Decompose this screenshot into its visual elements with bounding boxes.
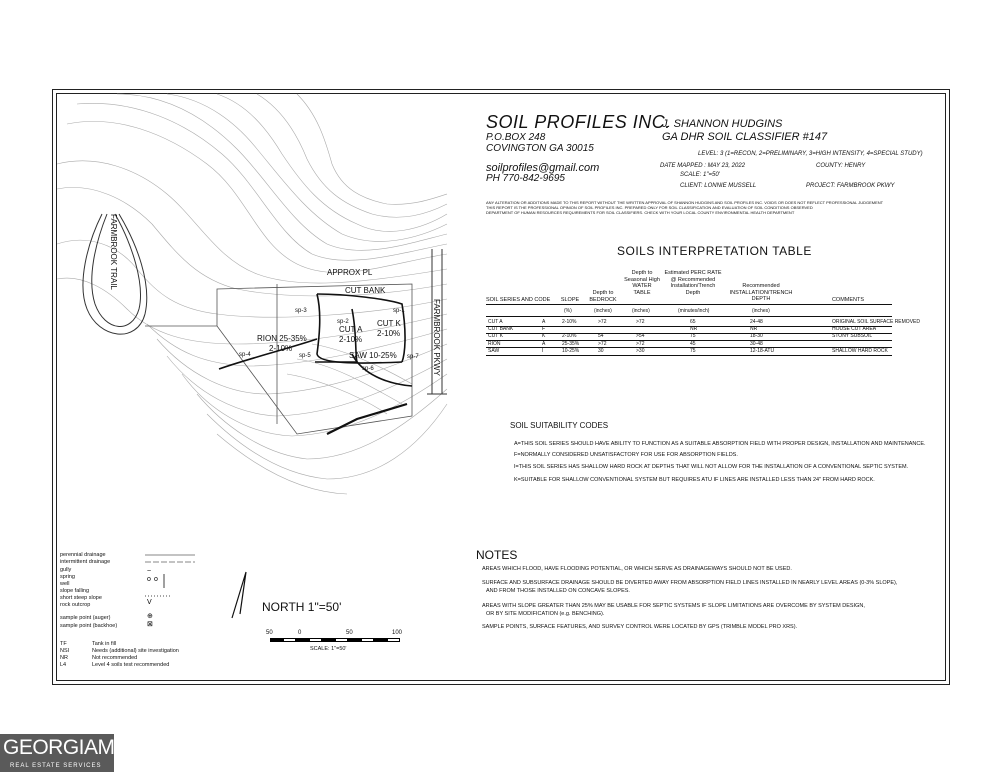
cell-perc: 75: [690, 333, 696, 340]
sample-point-2: sp-2: [337, 319, 349, 325]
cell-water: >30: [636, 347, 645, 354]
soils-table-title: SOILS INTERPRETATION TABLE: [617, 244, 812, 258]
svg-text:o: o: [147, 576, 151, 583]
legend-intermittent: intermittent drainage: [60, 559, 111, 565]
note-1: AREAS WHICH FLOOD, HAVE FLOODING POTENTIAL, OR WHICH SERVE AS DRAINAGEWAYS SHOULD NOT BE USED.: [482, 566, 792, 572]
classifier-name: J. SHANNON HUDGINS: [662, 118, 783, 130]
unit-saw-label: SAW 10-25%: [349, 351, 397, 360]
legend-short-steep: short steep slope: [60, 595, 102, 601]
unit-rion-label: RION 25-35%: [257, 334, 307, 343]
company-phone: PH 770-842-9695: [486, 173, 565, 184]
note-2: SURFACE AND SUBSURFACE DRAINAGE SHOULD BE DIVERTED AWAY FROM ABSORPTION FIELD LINES INSTALLED IN NEARLY LEVEL AREAS (0-3% SLOPE),: [482, 580, 898, 586]
th-water-table: Depth to Seasonal High WATER TABLE: [624, 270, 660, 296]
unit-cut-a-label: CUT A: [339, 325, 363, 334]
legend-gully: gully: [60, 567, 72, 573]
notes-title: NOTES: [476, 548, 518, 562]
cell-install: 18-30: [750, 333, 763, 340]
cell-code: K: [542, 333, 546, 340]
scale-tick-50: 50: [346, 630, 353, 636]
cell-code: F: [542, 326, 546, 333]
company-name: SOIL PROFILES INC.: [486, 112, 671, 132]
contour-lines: [57, 94, 447, 494]
cell-perc: NR: [690, 326, 698, 333]
abbrev-l4-text: Level 4 soils test recommended: [92, 662, 170, 668]
suitability-code-i: I=THIS SOIL SERIES HAS SHALLOW HARD ROCK AT DEPTHS THAT WILL NOT ALLOW FOR THE INSTALLATION OF A CONVENTIONAL SEPTIC SYSTEM.: [514, 464, 909, 470]
company-address-2: COVINGTON GA 30015: [486, 143, 594, 154]
date-mapped: DATE MAPPED : MAY 23, 2022: [660, 163, 746, 169]
farmbrook-pkwy-label: FARMBROOK PKWY: [432, 299, 441, 376]
legend-spring: spring: [60, 574, 75, 580]
note-3: AREAS WITH SLOPE GREATER THAN 25% MAY BE USABLE FOR SEPTIC SYSTEMS IF SLOPE LIMITATIONS ARE OVERCOME BY SYSTEM DESIGN,: [482, 603, 865, 609]
legend-well: well: [60, 581, 70, 587]
note-2b: AND FROM THOSE INSTALLED ON CONCAVE SLOPES.: [486, 588, 630, 594]
abbrev-nsi-code: NSI: [60, 648, 70, 654]
abbrev-nsi-text: Needs (additional) site investigation: [92, 648, 179, 654]
table-top-rule: [486, 316, 892, 317]
abbrev-tf-text: Tank in fill: [92, 641, 117, 647]
svg-text:⊠: ⊠: [147, 621, 153, 628]
cell-slope: 10-25%: [562, 347, 580, 354]
client-name: CLIENT: LONNIE MUSSELL: [680, 183, 757, 189]
scale-caption: SCALE: 1"=50': [310, 646, 347, 652]
sample-point-3: sp-3: [295, 308, 307, 314]
cell-slope: 2-10%: [562, 319, 577, 325]
th-slope: SLOPE: [560, 297, 580, 303]
svg-text:~: ~: [147, 568, 152, 575]
cell-series: CUT A: [488, 319, 503, 325]
legend-slope-falling: slope falling: [60, 588, 90, 594]
sample-point-4: sp-4: [239, 352, 251, 358]
site-plan-map: [57, 94, 457, 494]
unit-bedrock: (inches): [594, 308, 612, 314]
company-email: soilprofiles@gmail.com: [486, 162, 600, 174]
abbrev-nr-text: Not recommended: [92, 655, 138, 661]
cell-perc: 45: [690, 340, 696, 347]
note-4: SAMPLE POINTS, SURFACE FEATURES, AND SURVEY CONTROL WERE LOCATED BY GPS (TRIMBLE MODEL PRO XRS).: [482, 624, 798, 630]
svg-text:o: o: [154, 576, 158, 583]
sample-point-6: sp-6: [362, 366, 374, 372]
logo-main-text: GEORGIAMLS: [3, 736, 140, 759]
th-install-depth: Recommended INSTALLATION/TRENCH DEPTH: [729, 283, 793, 302]
cell-series: RION: [488, 340, 501, 347]
cell-slope: 2-10%: [562, 333, 577, 340]
scale-tick-100: 100: [392, 630, 403, 636]
cell-series: SAW: [488, 347, 500, 354]
scale-tick-0: 0: [298, 630, 302, 636]
cell-comments: HOUSE CUT AREA: [832, 326, 877, 333]
th-comments: COMMENTS: [831, 297, 865, 303]
cell-water: >54: [636, 333, 645, 340]
unit-water: (inches): [632, 308, 650, 314]
cell-install: NR: [750, 326, 758, 333]
georgiamls-logo: [0, 734, 140, 772]
cell-bedrock: 54: [598, 333, 604, 340]
cell-water: >72: [636, 340, 645, 347]
th-bedrock: Depth to BEDROCK: [589, 290, 617, 303]
cell-code: I: [542, 347, 544, 354]
north-scale-label: NORTH 1"=50': [262, 600, 342, 614]
legend-perennial: perennial drainage: [60, 552, 106, 558]
svg-text:V: V: [147, 599, 152, 606]
scale-tick-50-left: 50: [266, 630, 273, 636]
note-3b: OR BY SITE MODIFICATION (e.g. BENCHING).: [486, 611, 605, 617]
cut-bank-label: CUT BANK: [345, 286, 386, 295]
abbrev-tf-code: TF: [60, 641, 67, 647]
sample-point-1: sp-1: [393, 308, 405, 314]
cell-code: A: [542, 319, 546, 325]
legend-sample-auger: sample point (auger): [60, 615, 111, 621]
sample-point-7: sp-7: [407, 354, 419, 360]
logo-sub-text: REAL ESTATE SERVICES: [10, 763, 102, 769]
sample-point-5: sp-5: [299, 353, 311, 359]
farmbrook-trail-label: FARMBROOK TRAIL: [109, 214, 118, 290]
unit-cut-k-slope-label: 2-10%: [377, 329, 401, 338]
company-address-1: P.O.BOX 248: [486, 132, 546, 143]
disclaimer-line-1: ANY ALTERATION OR ADDITIONS MADE TO THIS REPORT WITHOUT THE WRITTEN APPROVAL OF SHANNON HUDGINS AND SOIL PROFILES INC. VOIDS OR DOES NOT REFLECT PROFESSIONAL JUDGEMENT: [486, 200, 884, 205]
cell-slope: 25-35%: [562, 340, 580, 347]
legend-rock-outcrop: rock outcrop: [60, 602, 91, 608]
unit-perc: (minutes/inch): [678, 308, 710, 314]
suitability-code-k: K=SUITABLE FOR SHALLOW CONVENTIONAL SYSTEM BUT REQUIRES ATU IF LINES ARE INSTALLED LESS THAN 24" FROM HARD ROCK.: [514, 477, 875, 483]
svg-text:⊕: ⊕: [147, 613, 153, 620]
abbrev-l4-code: L4: [60, 662, 67, 668]
legend-sample-backhoe: sample point (backhoe): [60, 623, 118, 629]
cell-perc: 75: [690, 347, 696, 354]
cell-bedrock: >72: [598, 340, 607, 347]
th-series: SOIL SERIES AND CODE: [486, 297, 551, 303]
disclaimer-line-2: THIS REPORT IS THE PROFESSIONAL OPINION OF SOIL PROFILES INC. PREPARED ONLY FOR SOIL CLASSIFICATION AND EVALUATION OF SOIL CONDITIONS OBSERVED: [486, 205, 813, 210]
unit-slope: (%): [564, 308, 572, 314]
unit-cut-a-slope-label: 2-10%: [339, 335, 363, 344]
cell-perc: 65: [690, 319, 696, 325]
unit-cut-k-label: CUT K: [377, 319, 401, 328]
suitability-title: SOIL SUITABILITY CODES: [510, 421, 609, 430]
scale-bar: [270, 638, 400, 642]
disclaimer-line-3: DEPARTMENT OF HUMAN RESOURCES REQUIREMENTS FOR SOIL CLASSIFIERS. CHECK WITH YOUR LOCAL COUNTY ENVIRONMENTAL HEALTH DEPARTMENT: [486, 210, 795, 215]
cell-bedrock: >72: [598, 319, 607, 325]
suitability-code-a: A=THIS SOIL SERIES SHOULD HAVE ABILITY TO FUNCTION AS A SUITABLE ABSORPTION FIELD WITH PROPER DESIGN, INSTALLATION AND MAINTENANCE.: [514, 441, 926, 447]
classifier-title: GA DHR SOIL CLASSIFIER #147: [662, 131, 828, 143]
cell-comments: STONY SUBSOIL: [832, 333, 873, 340]
cell-series: CUT BANK: [488, 326, 514, 333]
cell-bedrock: 30: [598, 347, 604, 354]
soil-unit-boundaries: [219, 294, 412, 434]
table-row-rule: [486, 340, 892, 341]
table-row-rule: [486, 355, 892, 356]
county: COUNTY: HENRY: [816, 163, 866, 169]
legend-symbols: [140, 552, 200, 632]
approx-pl-label: APPROX PL: [327, 268, 373, 277]
th-perc-rate: Estimated PERC RATE @ Recommended Installation/Trench Depth: [664, 270, 722, 296]
cell-water: >72: [636, 319, 645, 325]
cell-series: CUT K: [488, 333, 503, 340]
cell-install: 30-48: [750, 340, 763, 347]
suitability-code-f: F=NORMALLY CONSIDERED UNSATISFACTORY FOR USE FOR ABSORPTION FIELDS.: [514, 452, 738, 458]
cell-comments: ORIGINAL SOIL SURFACE REMOVED: [832, 319, 920, 325]
map-scale: SCALE: 1"=50': [680, 172, 720, 178]
survey-level: LEVEL: 3 (1=RECON, 2=PRELIMINARY, 3=HIGH INTENSITY, 4=SPECIAL STUDY): [698, 151, 923, 157]
project-name: PROJECT: FARMBROOK PKWY: [806, 183, 895, 189]
table-header-rule: [486, 304, 892, 305]
cell-code: A: [542, 340, 546, 347]
abbrev-nr-code: NR: [60, 655, 68, 661]
unit-install: (inches): [752, 308, 770, 314]
cell-comments: SHALLOW HARD ROCK: [832, 347, 888, 354]
cell-install: 24-48: [750, 319, 763, 325]
cell-install: 12-18-ATU: [750, 347, 775, 354]
north-arrow-icon: [228, 568, 252, 620]
unit-rion-slope-label: 2-10%: [269, 344, 293, 353]
